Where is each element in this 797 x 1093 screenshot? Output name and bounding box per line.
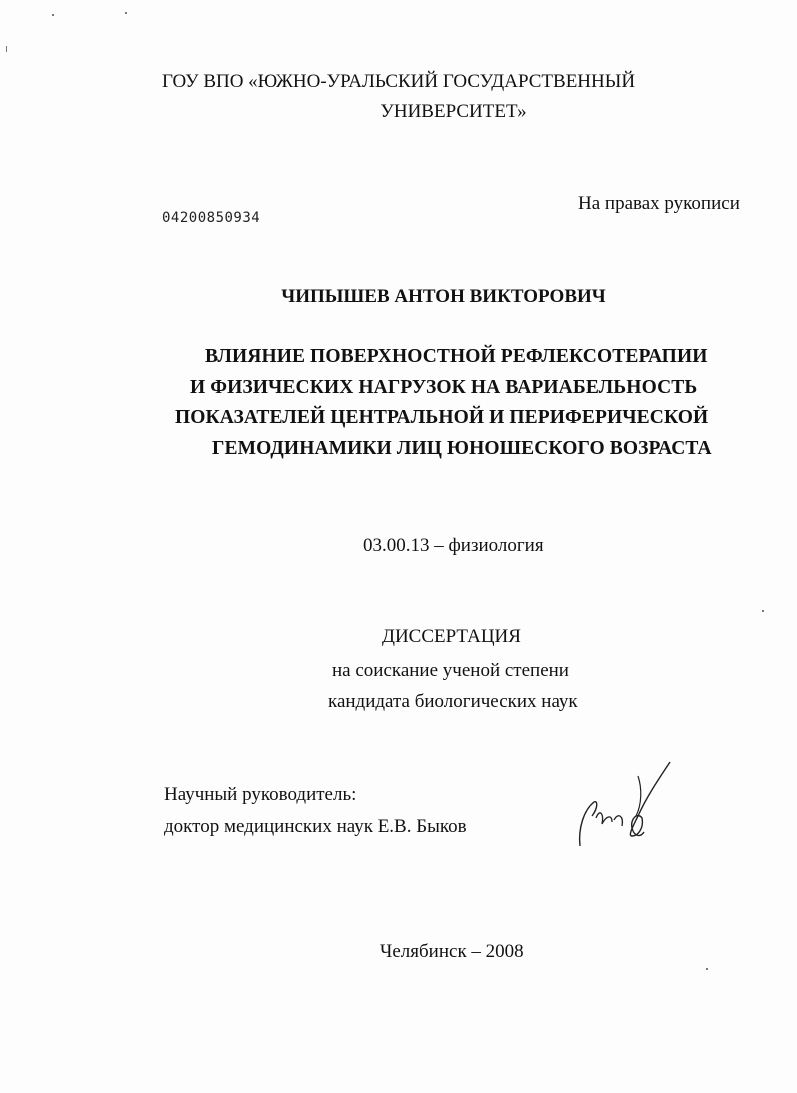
institution-line-2: УНИВЕРСИТЕТ» [380,101,527,122]
degree-line-1: на соискание ученой степени [332,660,569,681]
dissertation-heading: ДИССЕРТАЦИЯ [382,626,521,647]
scan-speck [52,14,54,16]
scan-speck [6,46,7,52]
title-line-4: ГЕМОДИНАМИКИ ЛИЦ ЮНОШЕСКОГО ВОЗРАСТА [212,438,712,459]
title-line-3: ПОКАЗАТЕЛЕЙ ЦЕНТРАЛЬНОЙ И ПЕРИФЕРИЧЕСКОЙ [175,407,709,428]
specialty-code: 03.00.13 – физиология [363,535,544,556]
title-line-1: ВЛИЯНИЕ ПОВЕРХНОСТНОЙ РЕФЛЕКСОТЕРАПИИ [205,346,708,367]
author-name: ЧИПЫШЕВ АНТОН ВИКТОРОВИЧ [281,286,606,307]
city-year: Челябинск – 2008 [380,941,524,962]
library-number: 04200850934 [162,210,261,226]
supervisor-name: доктор медицинских наук Е.В. Быков [164,816,467,837]
scan-speck [125,12,127,14]
supervisor-label: Научный руководитель: [164,784,357,805]
scan-speck [706,968,708,970]
scan-speck [762,610,764,612]
signature [572,758,680,858]
manuscript-note: На правах рукописи [578,193,740,214]
degree-line-2: кандидата биологических наук [328,691,578,712]
institution-line-1: ГОУ ВПО «ЮЖНО-УРАЛЬСКИЙ ГОСУДАРСТВЕННЫЙ [161,71,636,92]
title-line-2: И ФИЗИЧЕСКИХ НАГРУЗОК НА ВАРИАБЕЛЬНОСТЬ [190,377,698,398]
